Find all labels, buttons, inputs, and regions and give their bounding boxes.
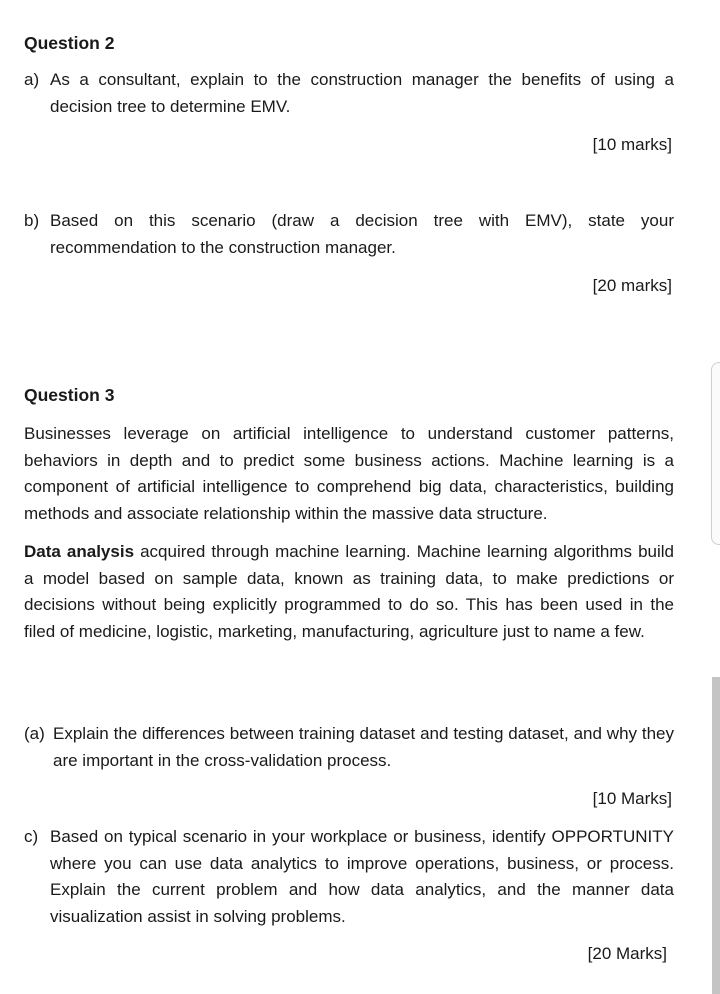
question-3c-text: Based on typical scenario in your workplace or business, identify OPPORTUNITY where you can use data analytics to improve operations, business, or process. Explain the current problem and how data analytics, and the manner data visualization assist in solving problems. — [50, 827, 674, 926]
question-3a-text: Explain the differences between training dataset and testing dataset, and why they are important in the cross-validation process. — [53, 724, 674, 770]
question-2b-text: Based on this scenario (draw a decision tree with EMV), state your recommendation to the construction manager. — [50, 211, 674, 257]
question-2b — [24, 208, 674, 261]
question-3c-marks: [20 Marks] — [587, 944, 667, 963]
question-3-paragraph-2-text: acquired through machine learning. Machine learning algorithms build a model based on sample data, known as training data, to make predictions or decisions without being explicitly programmed to do so. This has been used in the filed of medicine, logistic, marketing, manufacturing, agriculture just to name a few. — [24, 542, 674, 641]
question-2b-marks: [20 marks] — [592, 276, 672, 295]
question-2b-label: b) — [24, 211, 40, 230]
question-3c — [24, 824, 674, 930]
question-3-paragraph-1: Businesses leverage on artificial intelligence to understand customer patterns, behaviors in depth and to predict some business actions. Machine learning is a component of artificial intelligence to comprehend big data, characteristics, building methods and associate relationship within the massive data structure. — [24, 424, 674, 523]
question-3-paragraph-2 — [24, 539, 674, 645]
question-3a-marks: [10 Marks] — [592, 789, 672, 808]
scrollbar-thumb[interactable] — [712, 677, 720, 994]
data-analysis-bold: Data analysis — [24, 542, 135, 561]
question-2a-text: As a consultant, explain to the construction manager the benefits of using a decision tree to determine EMV. — [50, 70, 674, 116]
question-3c-label: c) — [24, 827, 39, 846]
question-3a — [24, 721, 674, 774]
question-2a-label: a) — [24, 70, 40, 89]
question-2-heading: Question 2 — [24, 33, 115, 53]
question-2a — [24, 67, 674, 120]
question-2a-marks: [10 marks] — [592, 135, 672, 154]
side-panel-handle[interactable] — [711, 362, 720, 545]
question-3-heading: Question 3 — [24, 385, 115, 405]
question-3a-label: (a) — [24, 724, 45, 743]
